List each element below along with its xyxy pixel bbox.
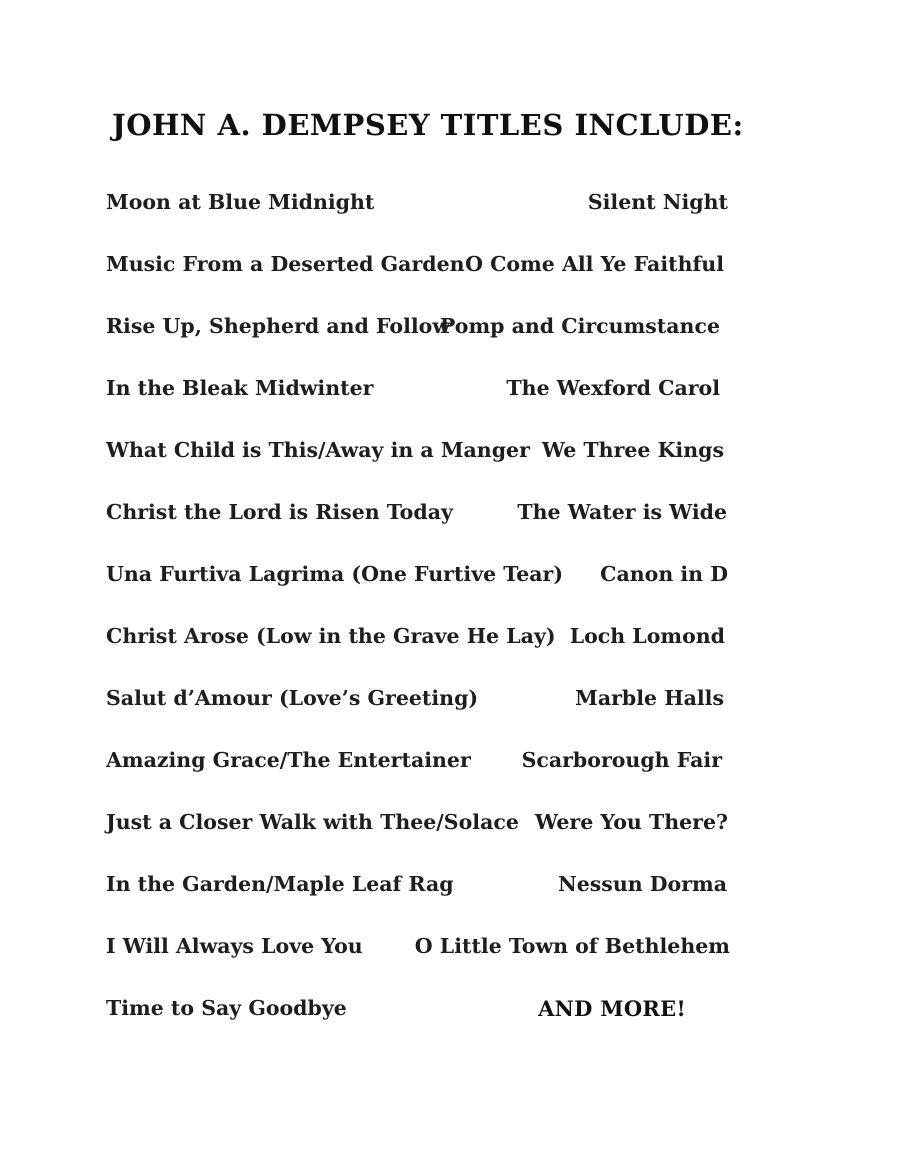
title-left-1: Moon at Blue Midnight	[106, 190, 375, 214]
title-left-5: What Child is This/Away in a Manger	[106, 438, 530, 462]
title-row-11	[0, 808, 900, 870]
title-right-13: O Little Town of Bethlehem	[414, 934, 730, 958]
title-row-9	[0, 684, 900, 746]
title-right-10: Scarborough Fair	[521, 748, 722, 772]
title-left-3: Rise Up, Shepherd and Follow	[106, 314, 450, 338]
title-left-4: In the Bleak Midwinter	[106, 376, 374, 400]
title-row-3	[0, 312, 900, 374]
title-left-9: Salut d’Amour (Love’s Greeting)	[106, 686, 479, 710]
title-left-6: Christ the Lord is Risen Today	[106, 500, 453, 524]
title-right-12: Nessun Dorma	[557, 872, 727, 896]
title-right-3: Pomp and Circumstance	[439, 314, 720, 338]
title-row-7	[0, 560, 900, 622]
title-right-1: Silent Night	[587, 190, 728, 214]
title-right-5: We Three Kings	[541, 438, 724, 462]
title-left-7: Una Furtiva Lagrima (One Furtive Tear)	[106, 562, 564, 586]
title-right-6: The Water is Wide	[517, 500, 727, 524]
title-left-10: Amazing Grace/The Entertainer	[106, 748, 471, 772]
title-left-11: Just a Closer Walk with Thee/Solace	[106, 810, 519, 834]
title-right-7: Canon in D	[600, 562, 728, 586]
title-row-5	[0, 436, 900, 498]
title-row-1	[0, 188, 900, 250]
title-row-8	[0, 622, 900, 684]
title-right-9: Marble Halls	[575, 686, 724, 710]
title-row-6	[0, 498, 900, 560]
title-row-4	[0, 374, 900, 436]
title-left-8: Christ Arose (Low in the Grave He Lay)	[106, 624, 556, 648]
and-more-label: AND MORE!	[538, 996, 686, 1021]
page-title: JOHN A. DEMPSEY TITLES INCLUDE:	[112, 108, 744, 142]
title-left-13: I Will Always Love You	[106, 934, 363, 958]
title-left-14: Time to Say Goodbye	[106, 996, 347, 1020]
title-row-10	[0, 746, 900, 808]
title-row-2	[0, 250, 900, 312]
titles-list	[0, 188, 900, 1056]
title-row-13	[0, 932, 900, 994]
title-left-2: Music From a Deserted Garden	[106, 252, 465, 276]
title-right-2: O Come All Ye Faithful	[465, 252, 724, 276]
title-right-11: Were You There?	[535, 810, 728, 834]
title-row-14	[0, 994, 900, 1056]
title-right-8: Loch Lomond	[569, 624, 725, 648]
title-left-12: In the Garden/Maple Leaf Rag	[106, 872, 454, 896]
title-row-12	[0, 870, 900, 932]
title-right-4: The Wexford Carol	[506, 376, 720, 400]
